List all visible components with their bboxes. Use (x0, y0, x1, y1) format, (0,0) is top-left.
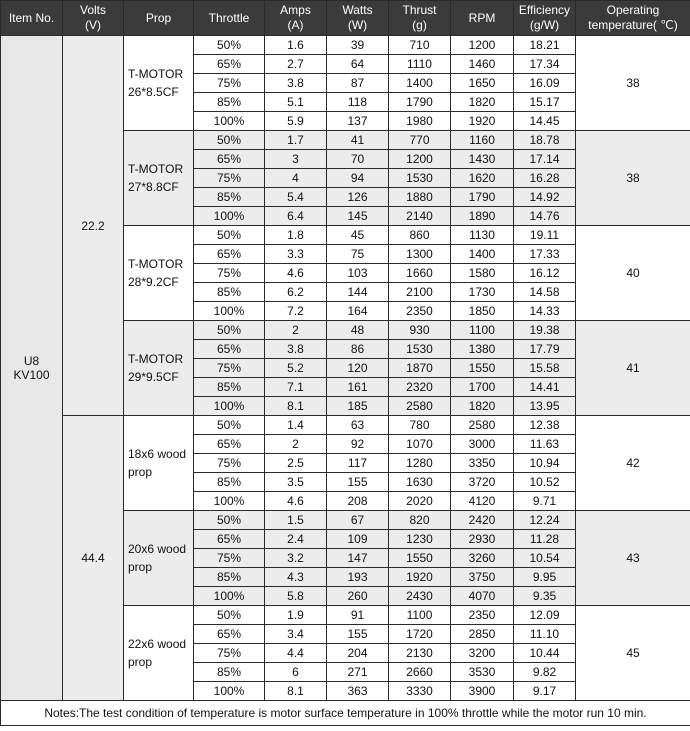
efficiency-cell: 15.58 (514, 359, 576, 378)
volts-cell: 44.4 (63, 416, 124, 701)
efficiency-cell: 19.11 (514, 226, 576, 245)
item-cell (1, 36, 63, 701)
amps-cell: 2.4 (265, 530, 327, 549)
table-header (1, 1, 690, 36)
efficiency-cell: 17.33 (514, 245, 576, 264)
amps-cell: 2.5 (265, 454, 327, 473)
amps-cell: 2 (265, 435, 327, 454)
efficiency-cell: 16.28 (514, 169, 576, 188)
throttle-cell: 75% (194, 644, 265, 663)
efficiency-cell: 9.17 (514, 682, 576, 701)
amps-cell: 1.4 (265, 416, 327, 435)
prop-cell (124, 226, 194, 321)
amps-cell: 3.2 (265, 549, 327, 568)
thrust-cell: 1880 (389, 188, 451, 207)
efficiency-cell: 10.52 (514, 473, 576, 492)
prop-size: 27*8.8CF (128, 180, 179, 194)
thrust-cell: 2130 (389, 644, 451, 663)
efficiency-cell: 14.58 (514, 283, 576, 302)
efficiency-cell: 11.10 (514, 625, 576, 644)
header-volts (63, 1, 124, 36)
amps-cell: 1.9 (265, 606, 327, 625)
thrust-cell: 1280 (389, 454, 451, 473)
thrust-cell: 1110 (389, 55, 451, 74)
rpm-cell: 1130 (451, 226, 514, 245)
watts-cell: 109 (327, 530, 389, 549)
thrust-cell: 780 (389, 416, 451, 435)
watts-cell: 144 (327, 283, 389, 302)
watts-cell: 155 (327, 473, 389, 492)
watts-cell: 75 (327, 245, 389, 264)
efficiency-cell: 18.21 (514, 36, 576, 55)
watts-cell: 363 (327, 682, 389, 701)
header-item-no (1, 1, 63, 36)
prop-name: T-MOTOR (128, 352, 184, 366)
throttle-cell: 75% (194, 549, 265, 568)
efficiency-cell: 14.41 (514, 378, 576, 397)
thrust-cell: 1300 (389, 245, 451, 264)
header-efficiency (514, 1, 576, 36)
rpm-cell: 1820 (451, 93, 514, 112)
thrust-cell: 1200 (389, 150, 451, 169)
header-label: RPM (468, 10, 496, 25)
watts-cell: 41 (327, 131, 389, 150)
watts-cell: 155 (327, 625, 389, 644)
efficiency-cell: 12.24 (514, 511, 576, 530)
efficiency-cell: 11.28 (514, 530, 576, 549)
throttle-cell: 50% (194, 226, 265, 245)
throttle-cell: 50% (194, 321, 265, 340)
amps-cell: 1.8 (265, 226, 327, 245)
amps-cell: 3.8 (265, 74, 327, 93)
watts-cell: 91 (327, 606, 389, 625)
rpm-cell: 1790 (451, 188, 514, 207)
rpm-cell: 1400 (451, 245, 514, 264)
amps-cell: 4.6 (265, 492, 327, 511)
rpm-cell: 3000 (451, 435, 514, 454)
line-2: (W) (347, 18, 368, 32)
line-2: KV100 (13, 368, 50, 382)
amps-cell: 1.6 (265, 36, 327, 55)
thrust-cell: 820 (389, 511, 451, 530)
thrust-cell: 1870 (389, 359, 451, 378)
throttle-cell: 100% (194, 397, 265, 416)
header-thrust (389, 1, 451, 36)
efficiency-cell: 9.95 (514, 568, 576, 587)
efficiency-cell: 12.09 (514, 606, 576, 625)
line-1: Volts (79, 3, 106, 17)
rpm-cell: 2850 (451, 625, 514, 644)
watts-cell: 86 (327, 340, 389, 359)
efficiency-cell: 17.79 (514, 340, 576, 359)
watts-cell: 193 (327, 568, 389, 587)
amps-cell: 5.9 (265, 112, 327, 131)
watts-cell: 64 (327, 55, 389, 74)
throttle-cell: 100% (194, 302, 265, 321)
rpm-cell: 2350 (451, 606, 514, 625)
efficiency-cell: 17.34 (514, 55, 576, 74)
throttle-cell: 50% (194, 131, 265, 150)
throttle-cell: 100% (194, 682, 265, 701)
rpm-cell: 1620 (451, 169, 514, 188)
thrust-cell: 1980 (389, 112, 451, 131)
throttle-cell: 100% (194, 207, 265, 226)
throttle-cell: 65% (194, 340, 265, 359)
thrust-cell: 2140 (389, 207, 451, 226)
watts-cell: 87 (327, 74, 389, 93)
rpm-cell: 1100 (451, 321, 514, 340)
header-label: Item No. (8, 10, 55, 25)
watts-cell: 164 (327, 302, 389, 321)
thrust-cell: 1920 (389, 568, 451, 587)
rpm-cell: 1160 (451, 131, 514, 150)
throttle-cell: 100% (194, 112, 265, 131)
efficiency-cell: 18.78 (514, 131, 576, 150)
prop-cell (124, 416, 194, 511)
notes-row (1, 701, 690, 726)
throttle-cell: 100% (194, 587, 265, 606)
thrust-cell: 3330 (389, 682, 451, 701)
prop-cell (124, 606, 194, 701)
efficiency-cell: 10.54 (514, 549, 576, 568)
amps-cell: 2 (265, 321, 327, 340)
watts-cell: 63 (327, 416, 389, 435)
efficiency-cell: 14.92 (514, 188, 576, 207)
rpm-cell: 1920 (451, 112, 514, 131)
thrust-cell: 1550 (389, 549, 451, 568)
thrust-cell: 2660 (389, 663, 451, 682)
temperature-cell: 42 (576, 416, 690, 511)
watts-cell: 137 (327, 112, 389, 131)
prop-name: T-MOTOR (128, 67, 184, 81)
thrust-cell: 1790 (389, 93, 451, 112)
efficiency-cell: 9.71 (514, 492, 576, 511)
throttle-cell: 85% (194, 93, 265, 112)
amps-cell: 5.2 (265, 359, 327, 378)
efficiency-cell: 11.63 (514, 435, 576, 454)
prop-cell (124, 131, 194, 226)
efficiency-cell: 10.94 (514, 454, 576, 473)
thrust-cell: 2020 (389, 492, 451, 511)
watts-cell: 185 (327, 397, 389, 416)
throttle-cell: 65% (194, 55, 265, 74)
amps-cell: 7.1 (265, 378, 327, 397)
thrust-cell: 930 (389, 321, 451, 340)
thrust-cell: 2320 (389, 378, 451, 397)
thrust-cell: 710 (389, 36, 451, 55)
prop-size: 28*9.2CF (128, 275, 179, 289)
watts-cell: 92 (327, 435, 389, 454)
prop-name: T-MOTOR (128, 162, 184, 176)
line-2: (g/W) (529, 18, 560, 32)
thrust-cell: 1100 (389, 606, 451, 625)
rpm-cell: 1700 (451, 378, 514, 397)
prop-size: prop (128, 655, 153, 669)
efficiency-cell: 14.45 (514, 112, 576, 131)
line-1: Operating (606, 3, 660, 17)
amps-cell: 4 (265, 169, 327, 188)
throttle-cell: 85% (194, 188, 265, 207)
prop-name: 22x6 wood (128, 637, 187, 651)
temperature-cell: 45 (576, 606, 690, 701)
thrust-cell: 2430 (389, 587, 451, 606)
throttle-cell: 75% (194, 454, 265, 473)
rpm-cell: 3720 (451, 473, 514, 492)
efficiency-cell: 19.38 (514, 321, 576, 340)
watts-cell: 45 (327, 226, 389, 245)
watts-cell: 271 (327, 663, 389, 682)
rpm-cell: 3200 (451, 644, 514, 663)
watts-cell: 120 (327, 359, 389, 378)
amps-cell: 5.1 (265, 93, 327, 112)
watts-cell: 147 (327, 549, 389, 568)
throttle-cell: 65% (194, 245, 265, 264)
throttle-cell: 65% (194, 435, 265, 454)
thrust-cell: 1720 (389, 625, 451, 644)
throttle-cell: 85% (194, 378, 265, 397)
throttle-cell: 50% (194, 36, 265, 55)
prop-size: 26*8.5CF (128, 85, 179, 99)
line-2: (A) (287, 18, 304, 32)
prop-name: 18x6 wood (128, 447, 187, 461)
rpm-cell: 3900 (451, 682, 514, 701)
amps-cell: 6.4 (265, 207, 327, 226)
line-2: (g) (412, 18, 427, 32)
table-row (1, 416, 690, 435)
throttle-cell: 85% (194, 663, 265, 682)
efficiency-cell: 9.82 (514, 663, 576, 682)
rpm-cell: 1650 (451, 74, 514, 93)
amps-cell: 3.4 (265, 625, 327, 644)
efficiency-cell: 12.38 (514, 416, 576, 435)
efficiency-cell: 10.44 (514, 644, 576, 663)
amps-cell: 3.5 (265, 473, 327, 492)
amps-cell: 8.1 (265, 397, 327, 416)
efficiency-cell: 13.95 (514, 397, 576, 416)
amps-cell: 3 (265, 150, 327, 169)
throttle-cell: 85% (194, 473, 265, 492)
temperature-cell: 41 (576, 321, 690, 416)
rpm-cell: 1890 (451, 207, 514, 226)
rpm-cell: 4120 (451, 492, 514, 511)
amps-cell: 4.3 (265, 568, 327, 587)
throttle-cell: 75% (194, 169, 265, 188)
watts-cell: 118 (327, 93, 389, 112)
amps-cell: 7.2 (265, 302, 327, 321)
thrust-cell: 2580 (389, 397, 451, 416)
thrust-cell: 860 (389, 226, 451, 245)
header-amps (265, 1, 327, 36)
rpm-cell: 1380 (451, 340, 514, 359)
line-1: Amps (280, 3, 311, 17)
throttle-cell: 85% (194, 568, 265, 587)
amps-cell: 4.6 (265, 264, 327, 283)
amps-cell: 3.8 (265, 340, 327, 359)
header-throttle (194, 1, 265, 36)
efficiency-cell: 14.76 (514, 207, 576, 226)
watts-cell: 94 (327, 169, 389, 188)
watts-cell: 67 (327, 511, 389, 530)
amps-cell: 1.5 (265, 511, 327, 530)
rpm-cell: 3260 (451, 549, 514, 568)
thrust-cell: 770 (389, 131, 451, 150)
watts-cell: 260 (327, 587, 389, 606)
header-prop (124, 1, 194, 36)
efficiency-cell: 9.35 (514, 587, 576, 606)
throttle-cell: 50% (194, 511, 265, 530)
prop-cell (124, 511, 194, 606)
watts-cell: 48 (327, 321, 389, 340)
thrust-cell: 1660 (389, 264, 451, 283)
throttle-cell: 50% (194, 606, 265, 625)
line-1: Watts (342, 3, 373, 17)
volts-cell: 22.2 (63, 36, 124, 416)
prop-name: 20x6 wood (128, 542, 187, 556)
watts-cell: 39 (327, 36, 389, 55)
temperature-cell: 38 (576, 36, 690, 131)
rpm-cell: 1580 (451, 264, 514, 283)
rpm-cell: 3750 (451, 568, 514, 587)
prop-cell (124, 36, 194, 131)
rpm-cell: 3530 (451, 663, 514, 682)
thrust-cell: 1530 (389, 169, 451, 188)
header-rpm (451, 1, 514, 36)
rpm-cell: 1550 (451, 359, 514, 378)
efficiency-cell: 16.12 (514, 264, 576, 283)
thrust-cell: 2100 (389, 283, 451, 302)
amps-cell: 6.2 (265, 283, 327, 302)
efficiency-cell: 14.33 (514, 302, 576, 321)
efficiency-cell: 15.17 (514, 93, 576, 112)
thrust-cell: 1400 (389, 74, 451, 93)
amps-cell: 2.7 (265, 55, 327, 74)
prop-size: 29*9.5CF (128, 370, 179, 384)
thrust-cell: 1070 (389, 435, 451, 454)
header-watts (327, 1, 389, 36)
rpm-cell: 1200 (451, 36, 514, 55)
rpm-cell: 1850 (451, 302, 514, 321)
thrust-cell: 1230 (389, 530, 451, 549)
throttle-cell: 65% (194, 625, 265, 644)
line-1: U8 (23, 354, 40, 368)
watts-cell: 126 (327, 188, 389, 207)
prop-name: T-MOTOR (128, 257, 184, 271)
throttle-cell: 75% (194, 359, 265, 378)
rpm-cell: 1820 (451, 397, 514, 416)
throttle-cell: 65% (194, 150, 265, 169)
line-1: Thrust (402, 3, 437, 17)
table-body (1, 36, 690, 726)
temperature-cell: 40 (576, 226, 690, 321)
efficiency-cell: 16.09 (514, 74, 576, 93)
watts-cell: 70 (327, 150, 389, 169)
line-1: Efficiency (518, 3, 571, 17)
watts-cell: 208 (327, 492, 389, 511)
watts-cell: 103 (327, 264, 389, 283)
watts-cell: 145 (327, 207, 389, 226)
notes-cell: Notes:The test condition of temperature is motor surface temperature in 100% throttle while the motor run 10 min. (1, 701, 690, 726)
rpm-cell: 1430 (451, 150, 514, 169)
throttle-cell: 65% (194, 530, 265, 549)
rpm-cell: 4070 (451, 587, 514, 606)
amps-cell: 5.8 (265, 587, 327, 606)
amps-cell: 6 (265, 663, 327, 682)
header-label: Prop (145, 10, 172, 25)
throttle-cell: 75% (194, 74, 265, 93)
rpm-cell: 1460 (451, 55, 514, 74)
prop-size: prop (128, 465, 153, 479)
prop-size: prop (128, 560, 153, 574)
prop-cell (124, 321, 194, 416)
watts-cell: 204 (327, 644, 389, 663)
throttle-cell: 100% (194, 492, 265, 511)
temperature-cell: 38 (576, 131, 690, 226)
line-2: (V) (85, 18, 101, 32)
amps-cell: 8.1 (265, 682, 327, 701)
thrust-cell: 2350 (389, 302, 451, 321)
throttle-cell: 75% (194, 264, 265, 283)
table-row (1, 36, 690, 55)
efficiency-cell: 17.14 (514, 150, 576, 169)
rpm-cell: 3350 (451, 454, 514, 473)
thrust-cell: 1630 (389, 473, 451, 492)
amps-cell: 4.4 (265, 644, 327, 663)
rpm-cell: 2420 (451, 511, 514, 530)
temperature-cell: 43 (576, 511, 690, 606)
rpm-cell: 2580 (451, 416, 514, 435)
amps-cell: 5.4 (265, 188, 327, 207)
watts-cell: 161 (327, 378, 389, 397)
rpm-cell: 1730 (451, 283, 514, 302)
watts-cell: 117 (327, 454, 389, 473)
rpm-cell: 2930 (451, 530, 514, 549)
thrust-cell: 1530 (389, 340, 451, 359)
amps-cell: 3.3 (265, 245, 327, 264)
header-label: Throttle (208, 10, 250, 25)
throttle-cell: 50% (194, 416, 265, 435)
amps-cell: 1.7 (265, 131, 327, 150)
throttle-cell: 85% (194, 283, 265, 302)
line-2: temperature( ℃) (588, 18, 678, 32)
header-operating-temperature (576, 1, 690, 36)
